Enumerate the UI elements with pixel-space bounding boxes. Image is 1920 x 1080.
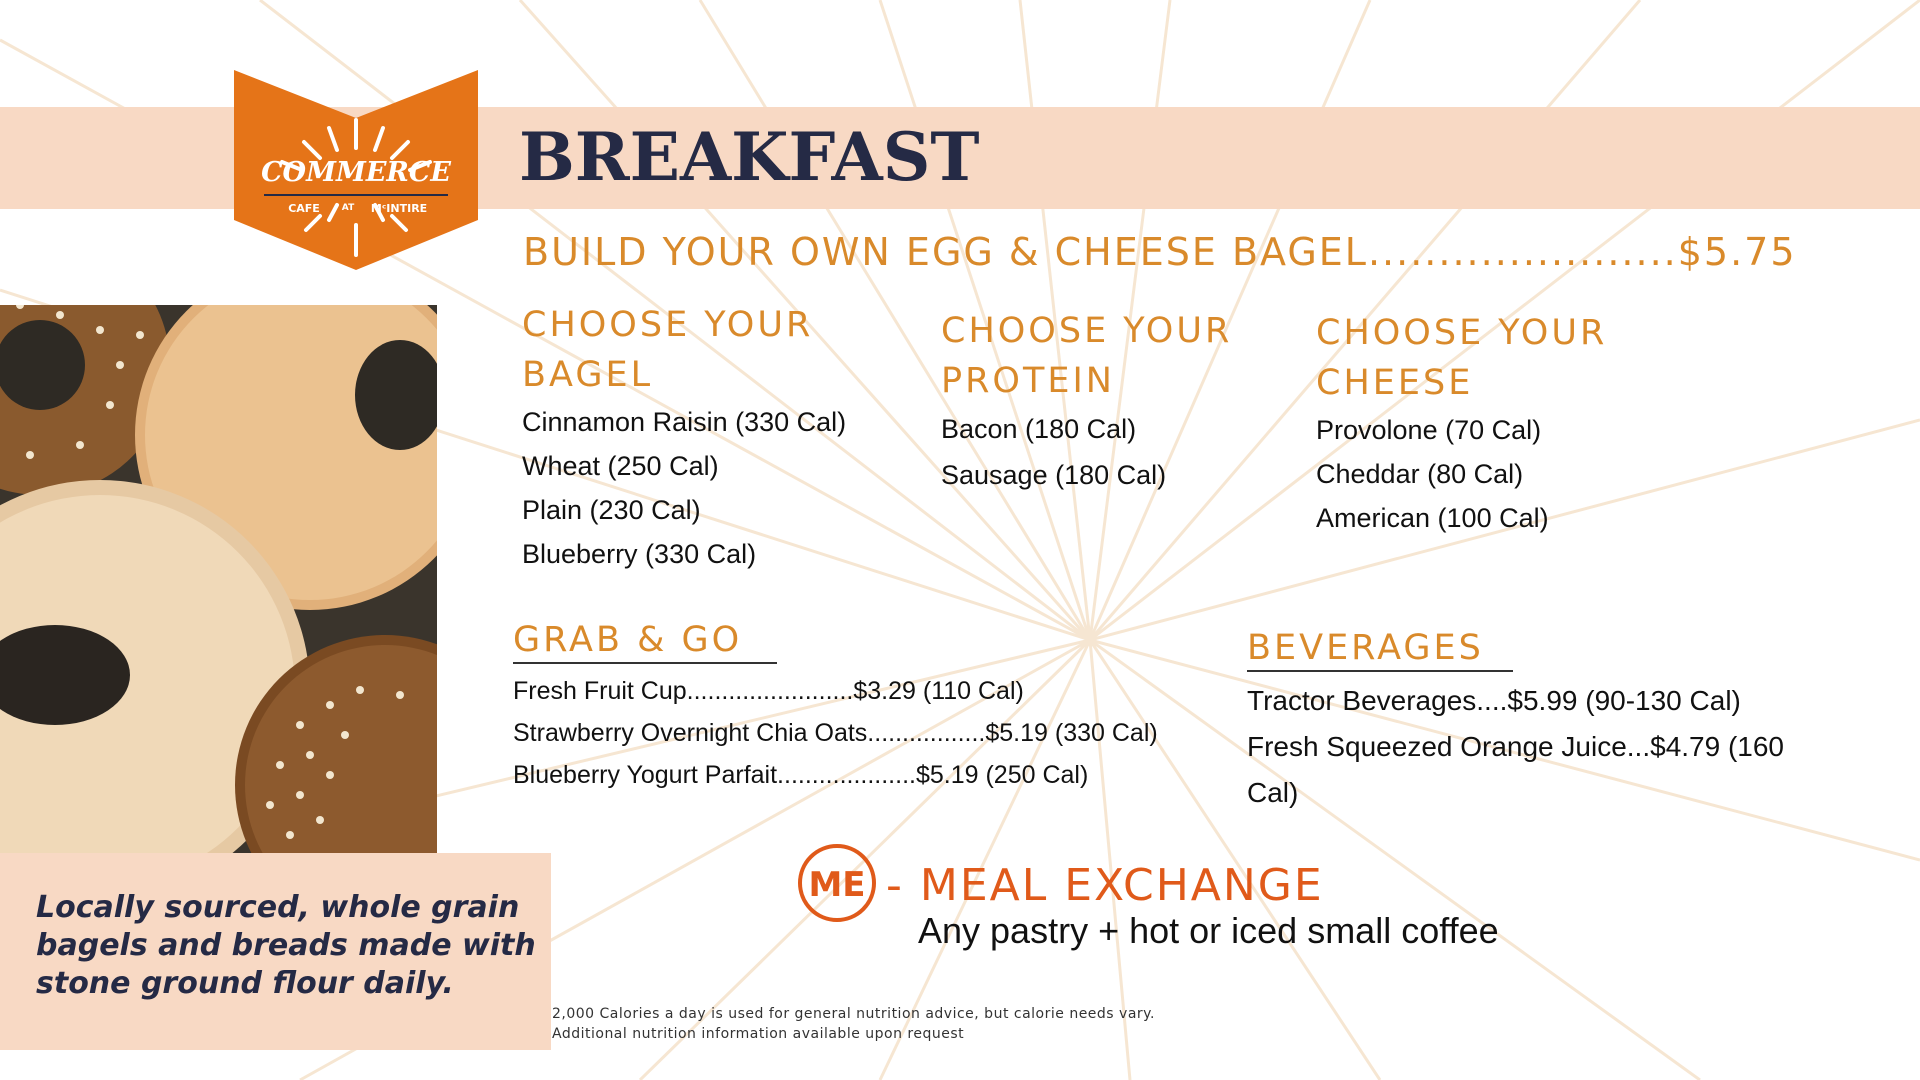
cheese-heading-line1: CHOOSE YOUR: [1316, 313, 1608, 353]
logo-at: AT: [341, 203, 355, 213]
beverage-item: Fresh Squeezed Orange Juice...$4.79 (160 Cal): [1247, 731, 1785, 808]
cheese-option: American (100 Cal): [1316, 503, 1549, 533]
grab-and-go-item: Strawberry Overnight Chia Oats.................$5.19 (330 Cal): [513, 719, 1158, 747]
protein-option: Sausage (180 Cal): [941, 460, 1167, 490]
cheese-heading-line2: CHEESE: [1316, 363, 1474, 403]
logo-cafe: CAFE: [288, 202, 320, 215]
nutrition-footnote: [552, 1004, 1155, 1044]
page-title: BREAKFAST: [519, 118, 980, 196]
footnote-line2: Additional nutrition information available upon request: [552, 1026, 965, 1042]
footnote-line1: 2,000 Calories a day is used for general nutrition advice, but calorie needs vary.: [552, 1006, 1155, 1022]
logo-name: COMMERCE: [261, 157, 451, 188]
logo-mcintire: MᶜINTIRE: [370, 202, 428, 215]
beverages-heading: BEVERAGES: [1247, 628, 1484, 668]
beverage-item: Tractor Beverages....$5.99 (90-130 Cal): [1247, 685, 1741, 716]
cheese-column: [1316, 308, 1607, 540]
bagels-photo: [0, 305, 437, 853]
blurb-box: [0, 853, 551, 1050]
grab-and-go-heading: GRAB & GO: [513, 620, 743, 660]
bagel-option: Cinnamon Raisin (330 Cal): [522, 407, 847, 437]
grab-and-go-item: Fresh Fruit Cup........................$3.29 (110 Cal): [513, 677, 1024, 705]
cheese-option: Provolone (70 Cal): [1316, 415, 1542, 445]
sourcing-blurb: Locally sourced, whole grain bagels and breads made with stone ground flour daily.: [36, 890, 536, 1001]
meal-exchange-badge: [797, 843, 877, 923]
bagel-option: Plain (230 Cal): [522, 495, 701, 525]
bagel-option: Blueberry (330 Cal): [522, 539, 757, 569]
meal-exchange-description: Any pastry + hot or iced small coffee: [918, 910, 1499, 951]
protein-heading-line1: CHOOSE YOUR: [941, 311, 1233, 351]
grab-and-go-section: [513, 620, 1158, 796]
build-your-own-heading: BUILD YOUR OWN EGG & CHEESE BAGEL......................$5.75: [523, 230, 1797, 274]
beverages-underline: [1247, 670, 1513, 672]
bagel-heading-line2: BAGEL: [522, 355, 654, 395]
protein-column: [941, 306, 1232, 498]
grab-and-go-underline: [513, 662, 777, 664]
meal-exchange-badge-text: ME: [808, 865, 866, 905]
beverages-section: [1247, 628, 1827, 816]
grab-and-go-item: Blueberry Yogurt Parfait....................$5.19 (250 Cal): [513, 761, 1089, 789]
protein-option: Bacon (180 Cal): [941, 414, 1137, 444]
protein-heading-line2: PROTEIN: [941, 361, 1115, 401]
bagel-column: [522, 300, 846, 576]
meal-exchange-heading: - MEAL EXCHANGE: [886, 860, 1324, 911]
bagel-heading-line1: CHOOSE YOUR: [522, 305, 814, 345]
cheese-option: Cheddar (80 Cal): [1316, 459, 1524, 489]
commerce-cafe-logo: [234, 70, 478, 270]
bagel-option: Wheat (250 Cal): [522, 451, 719, 481]
